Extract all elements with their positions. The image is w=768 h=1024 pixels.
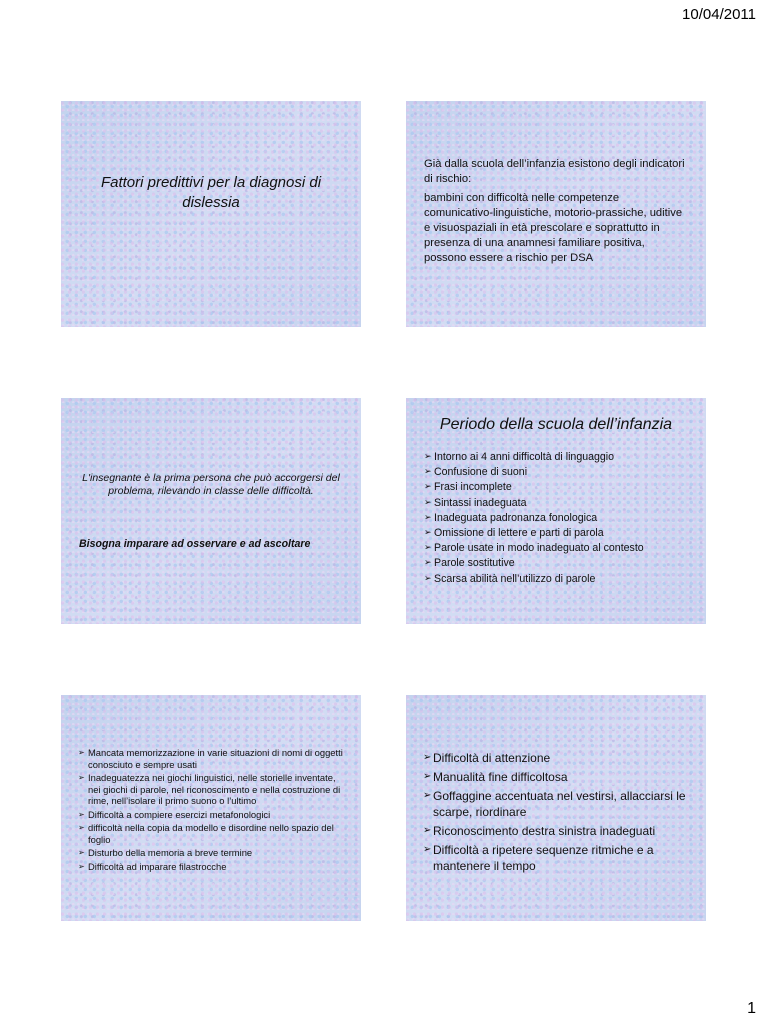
list-item: ➢ Frasi incomplete xyxy=(424,480,698,495)
list-item: ➢ Difficoltà a ripetere sequenze ritmiche e a mantenere il tempo xyxy=(423,842,692,874)
slide-4 xyxy=(406,398,706,624)
list-item: ➢ Omissione di lettere e parti di parola xyxy=(424,526,698,541)
slide-6-bullet-list xyxy=(423,750,692,877)
slide-3-bold-text: Bisogna imparare ad osservare e ad ascoltare xyxy=(79,538,311,550)
list-item: ➢ Inadeguatezza nei giochi linguistici, nelle storielle inventate, nei giochi di parole, nel riconoscimento e nella costruzione di rime, nell’isolare il primo suono o l’ultimo xyxy=(78,772,345,807)
list-item: ➢ Mancata memorizzazione in varie situazioni di nomi di oggetti conosciuto e sempre usati xyxy=(78,747,345,770)
slide-1-title: Fattori predittivi per la diagnosi di dislessia xyxy=(100,174,322,211)
list-item: ➢ Confusione di suoni xyxy=(424,465,698,480)
slide-3 xyxy=(61,398,361,624)
slide-1 xyxy=(61,101,361,327)
slide-4-title: Periodo della scuola dell’infanzia xyxy=(439,416,673,433)
list-item: ➢ Difficoltà a compiere esercizi metafonologici xyxy=(78,809,345,821)
list-item: ➢ Disturbo della memoria a breve termine xyxy=(78,847,345,859)
slide-4-bullet-list xyxy=(424,450,698,587)
list-item: ➢ Inadeguata padronanza fonologica xyxy=(424,511,698,526)
list-item: ➢ Difficoltà di attenzione xyxy=(423,750,692,766)
slide-2-paragraph: Già dalla scuola dell’infanzia esistono degli indicatori di rischio: xyxy=(424,158,685,185)
slide-5-bullet-list xyxy=(78,747,345,874)
list-item: ➢ Goffaggine accentuata nel vestirsi, allacciarsi le scarpe, riordinare xyxy=(423,788,692,820)
slide-2 xyxy=(406,101,706,327)
list-item: ➢ Intorno ai 4 anni difficoltà di linguaggio xyxy=(424,450,698,465)
slide-2-paragraph: bambini con difficoltà nelle competenze comunicativo-linguistiche, motorio-prassiche, uditive e visuospaziali in età prescolare e soprattutto in presenza di una anamnesi familiare positiva, possono essere a rischio per DSA xyxy=(424,192,683,264)
list-item: ➢ Riconoscimento destra sinistra inadeguati xyxy=(423,823,692,839)
slide-6 xyxy=(406,695,706,921)
list-item: ➢ Parole usate in modo inadeguato al contesto xyxy=(424,541,698,556)
slide-2-body xyxy=(424,157,688,270)
list-item: ➢ Parole sostitutive xyxy=(424,556,698,571)
list-item: ➢ Sintassi inadeguata xyxy=(424,496,698,511)
slide-3-italic-text: L'insegnante è la prima persona che può accorgersi del problema, rilevando in classe delle difficoltà. xyxy=(82,472,340,497)
slide-5 xyxy=(61,695,361,921)
list-item: ➢ difficoltà nella copia da modello e disordine nello spazio del foglio xyxy=(78,822,345,845)
header-date: 10/04/2011 xyxy=(682,6,756,23)
list-item: ➢ Difficoltà ad imparare filastrocche xyxy=(78,861,345,873)
list-item: ➢ Manualità fine difficoltosa xyxy=(423,769,692,785)
list-item: ➢ Scarsa abilità nell’utilizzo di parole xyxy=(424,572,698,587)
page-number: 1 xyxy=(747,1000,756,1017)
